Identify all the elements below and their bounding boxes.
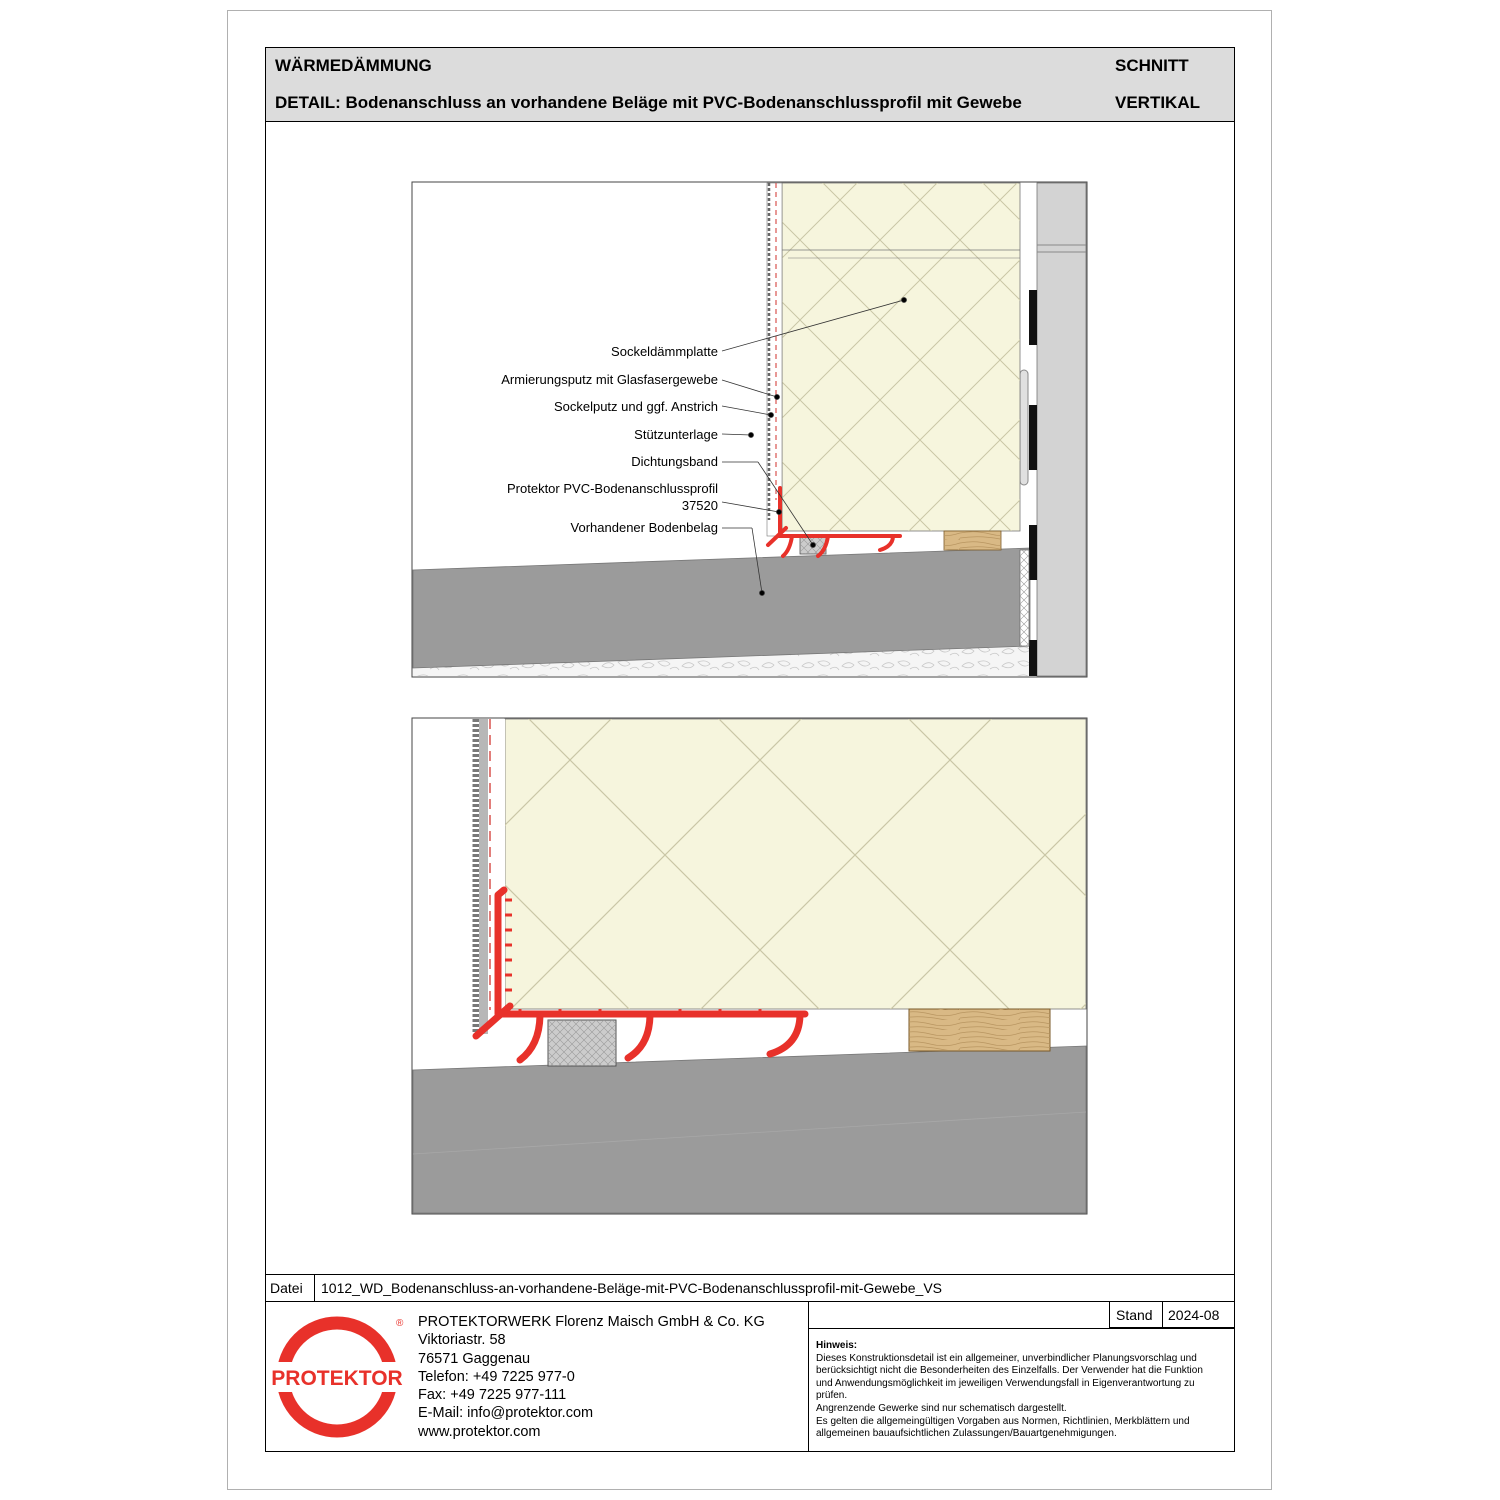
label-sockeldaemmplatte: Sockeldämmplatte — [611, 344, 718, 359]
company-city: 76571 Gaggenau — [418, 1350, 531, 1367]
file-label: Datei — [265, 1274, 315, 1302]
floor-slab-enlarged — [413, 1046, 1086, 1213]
upper-detail — [412, 182, 1087, 677]
svg-text:PROTEKTOR: PROTEKTOR — [271, 1367, 403, 1390]
detail-title: DETAIL: Bodenanschluss an vorhandene Beläge mit PVC-Bodenanschlussprofil mit Gewebe — [265, 84, 1110, 122]
note-line: allgemeinen bauaufsichtlichen Zulassungen/Bauartgenehmigungen. — [816, 1428, 1117, 1440]
company-street: Viktoriastr. 58 — [418, 1332, 506, 1349]
label-profil-number: 37520 — [681, 498, 718, 513]
title-view: SCHNITT — [1109, 47, 1235, 85]
note-divider — [809, 1328, 1235, 1329]
label-armierungsputz: Armierungsputz mit Glasfasergewebe — [501, 372, 718, 387]
note-line: prüfen. — [816, 1390, 848, 1402]
title-section: WÄRMEDÄMMUNG — [265, 47, 1110, 85]
note-line: berücksichtigt nicht die Besonderheiten des Einzelfalls. Der Verwender hat die Funktion — [816, 1365, 1203, 1377]
existing-wall — [1037, 183, 1086, 676]
company-email: E-Mail: info@protektor.com — [418, 1405, 594, 1422]
note-block — [816, 1340, 1228, 1441]
lower-detail — [412, 718, 1087, 1214]
note-line: Es gelten die allgemeingültigen Vorgaben aus Normen, Richtlinien, Merkblättern und — [816, 1415, 1190, 1427]
company-phone: Telefon: +49 7225 977-0 — [418, 1368, 575, 1385]
label-sockelputz: Sockelputz und ggf. Anstrich — [553, 399, 718, 414]
label-bodenbelag: Vorhandener Bodenbelag — [570, 520, 718, 535]
company-name: PROTEKTORWERK Florenz Maisch GmbH & Co. KG — [418, 1314, 765, 1330]
svg-text:®: ® — [396, 1318, 404, 1329]
note-title: Hinweis: — [816, 1340, 858, 1351]
label-profil: Protektor PVC-Bodenanschlussprofil — [507, 481, 718, 496]
stand-label: Stand — [1109, 1302, 1163, 1328]
label-stuetzunterlage: Stützunterlage — [634, 427, 718, 442]
file-name: 1012_WD_Bodenanschluss-an-vorhandene-Beläge-mit-PVC-Bodenanschlussprofil-mit-Gewebe_VS — [314, 1274, 1235, 1302]
note-line: Dieses Konstruktionsdetail ist ein allgemeiner, unverbindlicher Planungsvorschlag und — [816, 1352, 1197, 1364]
detail-orientation: VERTIKAL — [1109, 84, 1235, 122]
stand-value: 2024-08 — [1162, 1302, 1235, 1328]
company-address — [418, 1313, 765, 1441]
company-fax: Fax: +49 7225 977-111 — [418, 1387, 567, 1404]
note-line: und Anwendungsmöglichkeit im jeweiligen Verwendungsfall in Eigenverantwortung zu — [816, 1377, 1195, 1389]
label-dichtungsband: Dichtungsband — [631, 454, 718, 469]
company-web: www.protektor.com — [418, 1423, 541, 1440]
note-line: Angrenzende Gewerke sind nur schematisch dargestellt. — [816, 1402, 1067, 1414]
